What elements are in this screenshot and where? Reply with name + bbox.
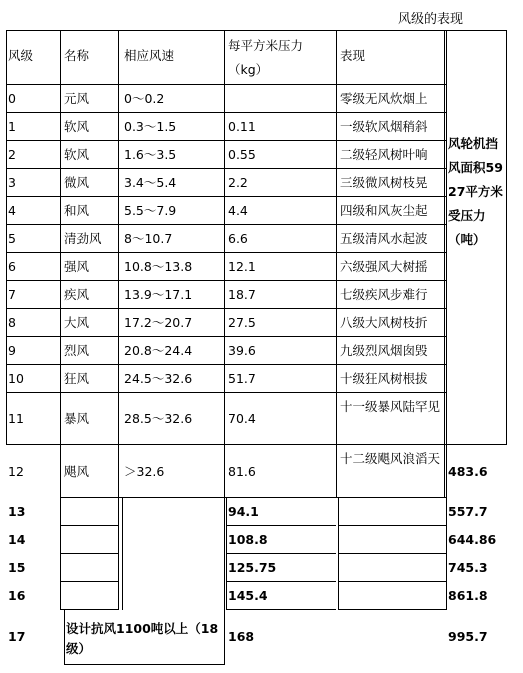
- row-0-level: 0: [8, 91, 16, 106]
- grid-line: [446, 444, 506, 445]
- page-title: 风级的表现: [398, 12, 464, 27]
- grid-line: [60, 112, 118, 113]
- grid-line: [6, 444, 60, 445]
- grid-line: [60, 609, 118, 610]
- row-13-pressure: 94.1: [228, 504, 259, 519]
- grid-line: [118, 30, 119, 497]
- grid-line: [6, 140, 60, 141]
- grid-line: [226, 525, 336, 526]
- row-1-phenomenon: 一级软风烟稍斜: [340, 119, 428, 134]
- grid-line: [60, 140, 118, 141]
- row-10-pressure: 51.7: [228, 371, 256, 386]
- grid-line: [60, 252, 118, 253]
- row-3-name: 微风: [64, 175, 90, 190]
- last-row-level: 17: [8, 629, 26, 644]
- grid-line: [338, 581, 446, 582]
- row-9-phenomenon: 九级烈风烟囱毁: [340, 343, 428, 358]
- grid-line: [226, 553, 336, 554]
- row-12-pressure: 81.6: [228, 463, 256, 479]
- grid-line: [6, 280, 60, 281]
- grid-line: [64, 610, 65, 665]
- grid-line: [6, 168, 60, 169]
- row-11-pressure: 70.4: [228, 411, 256, 426]
- row-9-level: 9: [8, 343, 16, 358]
- row-0-phenomenon: 零级无风炊烟上: [340, 91, 428, 106]
- row-12-name: 飓风: [64, 463, 90, 479]
- row-5-name: 清劲风: [64, 231, 102, 246]
- last-row-pressure: 168: [228, 629, 255, 644]
- grid-line: [6, 392, 60, 393]
- row-10-speed: 24.5～32.6: [124, 371, 193, 386]
- grid-line: [338, 497, 339, 610]
- row-3-phenomenon: 三级微风树枝晃: [340, 175, 428, 190]
- row-1-name: 软风: [64, 119, 90, 134]
- row-15-level: 15: [8, 560, 26, 575]
- row-8-phenomenon: 八级大风树枝折: [340, 315, 428, 330]
- row-15-pressure: 125.75: [228, 560, 277, 575]
- design-note: 设计抗风1100吨以上（18级）: [66, 621, 219, 656]
- row-16-tons: 861.8: [448, 588, 488, 603]
- row-1-pressure: 0.11: [228, 119, 256, 134]
- grid-line: [60, 280, 118, 281]
- row-6-name: 强风: [64, 259, 90, 274]
- header-level: 风级: [8, 48, 34, 63]
- row-7-level: 7: [8, 287, 16, 302]
- grid-line: [446, 30, 447, 610]
- grid-line: [506, 30, 507, 445]
- row-0-name: 元风: [64, 91, 90, 106]
- header-phenomenon: 表现: [340, 48, 366, 63]
- row-10-name: 狂风: [64, 371, 90, 386]
- row-11-name: 暴风: [64, 411, 90, 426]
- row-5-level: 5: [8, 231, 16, 246]
- grid-line: [338, 497, 446, 498]
- grid-line: [60, 581, 118, 582]
- row-5-phenomenon: 五级清风水起波: [340, 231, 428, 246]
- grid-line: [60, 224, 118, 225]
- grid-line: [118, 392, 446, 393]
- row-8-name: 大风: [64, 315, 90, 330]
- row-1-speed: 0.3～1.5: [124, 119, 177, 134]
- grid-line: [60, 196, 118, 197]
- grid-line: [118, 112, 446, 113]
- row-9-pressure: 39.6: [228, 343, 256, 358]
- grid-line: [118, 444, 446, 445]
- grid-line: [60, 525, 118, 526]
- row-11-speed: 28.5～32.6: [124, 411, 193, 426]
- grid-line: [6, 112, 60, 113]
- header-pressure-unit: （kg）: [228, 62, 269, 77]
- grid-line: [60, 392, 118, 393]
- grid-line: [64, 664, 224, 665]
- grid-line: [6, 336, 60, 337]
- grid-line: [444, 30, 445, 497]
- grid-line: [6, 84, 446, 85]
- row-14-tons: 644.86: [448, 532, 497, 547]
- header-pressure: 每平方米压力: [228, 38, 304, 53]
- row-12-phenomenon: 十二级飓风浪滔天: [340, 451, 441, 466]
- grid-line: [336, 30, 337, 497]
- row-6-pressure: 12.1: [228, 259, 256, 274]
- row-12-speed: ＞32.6: [124, 463, 165, 479]
- grid-line: [60, 336, 118, 337]
- grid-line: [6, 364, 60, 365]
- row-0-speed: 0～0.2: [124, 91, 165, 106]
- row-14-pressure: 108.8: [228, 532, 268, 547]
- grid-line: [118, 364, 446, 365]
- row-6-speed: 10.8～13.8: [124, 259, 193, 274]
- grid-line: [6, 196, 60, 197]
- grid-line: [6, 252, 60, 253]
- grid-line: [60, 553, 118, 554]
- row-12-level: 12: [8, 463, 24, 479]
- row-16-level: 16: [8, 588, 26, 603]
- row-8-pressure: 27.5: [228, 315, 256, 330]
- grid-line: [60, 497, 61, 610]
- row-6-phenomenon: 六级强风大树摇: [340, 259, 428, 274]
- grid-line: [6, 84, 7, 445]
- grid-line: [224, 30, 225, 497]
- row-3-level: 3: [8, 175, 16, 190]
- row-8-speed: 17.2～20.7: [124, 315, 193, 330]
- row-13-tons: 557.7: [448, 504, 488, 519]
- row-16-pressure: 145.4: [228, 588, 268, 603]
- row-15-tons: 745.3: [448, 560, 488, 575]
- row-7-name: 疾风: [64, 287, 90, 302]
- header-speed: 相应风速: [124, 48, 175, 63]
- grid-line: [6, 30, 506, 31]
- grid-line: [118, 497, 119, 610]
- grid-line: [118, 336, 446, 337]
- grid-line: [6, 308, 60, 309]
- grid-line: [226, 609, 336, 610]
- grid-line: [60, 444, 118, 445]
- row-13-level: 13: [8, 504, 26, 519]
- grid-line: [118, 140, 446, 141]
- row-4-pressure: 4.4: [228, 203, 248, 218]
- grid-line: [226, 497, 227, 610]
- grid-line: [338, 553, 446, 554]
- row-2-phenomenon: 二级轻风树叶响: [340, 147, 428, 162]
- grid-line: [118, 252, 446, 253]
- row-6-level: 6: [8, 259, 16, 274]
- row-3-pressure: 2.2: [228, 175, 248, 190]
- side-note: 风轮机挡风面积5927平方米受压力（吨）: [448, 136, 503, 247]
- row-11-phenomenon: 十一级暴风陆罕见: [340, 399, 441, 414]
- row-9-speed: 20.8～24.4: [124, 343, 193, 358]
- grid-line: [118, 280, 446, 281]
- row-5-speed: 8～10.7: [124, 231, 173, 246]
- row-7-pressure: 18.7: [228, 287, 256, 302]
- row-2-level: 2: [8, 147, 16, 162]
- grid-line: [118, 224, 446, 225]
- row-9-name: 烈风: [64, 343, 90, 358]
- grid-line: [226, 581, 336, 582]
- grid-line: [118, 168, 446, 169]
- grid-line: [224, 497, 225, 665]
- row-1-level: 1: [8, 119, 16, 134]
- grid-line: [6, 30, 7, 84]
- row-14-level: 14: [8, 532, 26, 547]
- grid-line: [338, 609, 446, 610]
- row-12-tons: 483.6: [448, 463, 488, 479]
- row-11-level: 11: [8, 411, 24, 426]
- row-4-speed: 5.5～7.9: [124, 203, 177, 218]
- row-2-name: 软风: [64, 147, 90, 162]
- grid-line: [338, 525, 446, 526]
- grid-line: [60, 308, 118, 309]
- row-7-phenomenon: 七级疾风步难行: [340, 287, 428, 302]
- row-8-level: 8: [8, 315, 16, 330]
- grid-line: [118, 196, 446, 197]
- row-2-pressure: 0.55: [228, 147, 256, 162]
- row-3-speed: 3.4～5.4: [124, 175, 177, 190]
- grid-line: [60, 30, 61, 497]
- grid-line: [6, 224, 60, 225]
- grid-line: [60, 364, 118, 365]
- header-name: 名称: [64, 48, 90, 63]
- row-4-phenomenon: 四级和风灰尘起: [340, 203, 428, 218]
- row-2-speed: 1.6～3.5: [124, 147, 177, 162]
- grid-line: [122, 497, 123, 610]
- grid-line: [118, 308, 446, 309]
- row-10-phenomenon: 十级狂风树根拔: [340, 371, 428, 386]
- row-7-speed: 13.9～17.1: [124, 287, 193, 302]
- last-row-tons: 995.7: [448, 629, 488, 644]
- row-5-pressure: 6.6: [228, 231, 248, 246]
- grid-line: [60, 168, 118, 169]
- row-4-name: 和风: [64, 203, 90, 218]
- row-4-level: 4: [8, 203, 16, 218]
- row-10-level: 10: [8, 371, 24, 386]
